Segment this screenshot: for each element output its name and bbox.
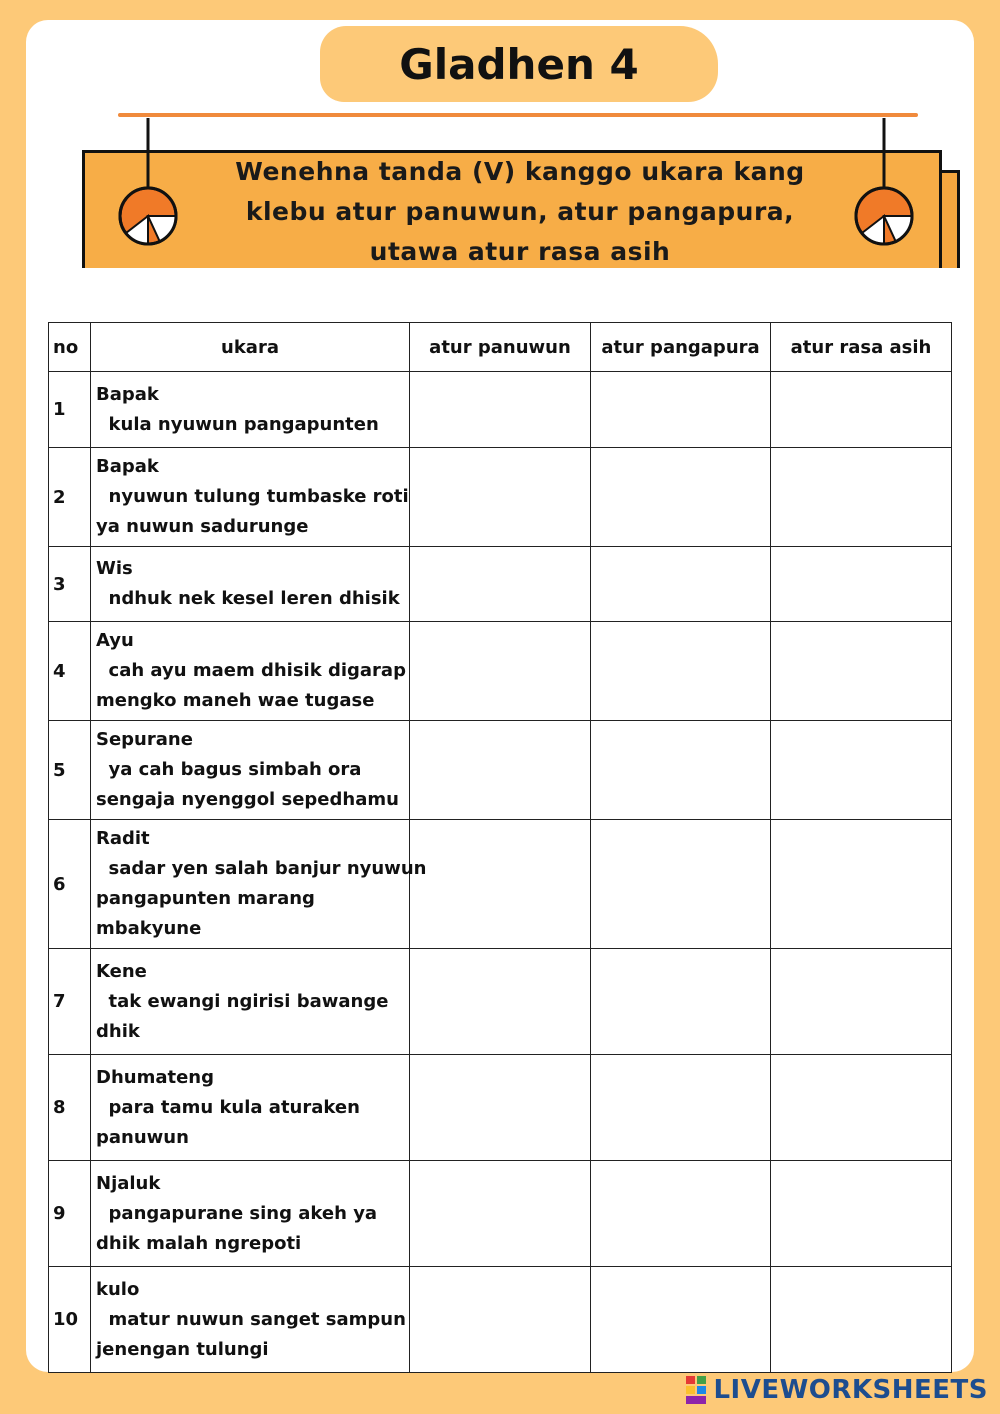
sentence-cell bbox=[91, 1267, 410, 1373]
liveworksheets-brand[interactable]: LIVEWORKSHEETS bbox=[713, 1375, 988, 1405]
sentence-line: kula nyuwun pangapunten bbox=[96, 413, 379, 435]
header-atur-pangapura: atur pangapura bbox=[591, 323, 771, 372]
header-atur-panuwun: atur panuwun bbox=[410, 323, 591, 372]
check-atur-pangapura[interactable] bbox=[591, 547, 771, 622]
sentence-line: pangapurane sing akeh ya bbox=[96, 1202, 378, 1224]
sentence-line: dhik bbox=[96, 1020, 140, 1042]
check-atur-panuwun[interactable] bbox=[410, 1161, 591, 1267]
check-atur-pangapura[interactable] bbox=[591, 622, 771, 721]
sentence-line: Dhumateng bbox=[96, 1066, 214, 1088]
table-row bbox=[49, 1267, 952, 1373]
sentence-line: Sepurane bbox=[96, 729, 193, 750]
sentence-line: Ayu bbox=[96, 630, 134, 651]
table-row bbox=[49, 448, 952, 547]
header-ukara: ukara bbox=[91, 323, 410, 372]
sentence-line: Radit bbox=[96, 828, 150, 849]
sentence-line: dhik malah ngrepoti bbox=[96, 1232, 302, 1254]
check-atur-rasa-asih[interactable] bbox=[771, 1267, 952, 1373]
sentence-line: ya nuwun sadurunge bbox=[96, 516, 309, 537]
row-number: 5 bbox=[49, 721, 91, 820]
row-number: 7 bbox=[49, 949, 91, 1055]
check-atur-panuwun[interactable] bbox=[410, 1055, 591, 1161]
check-atur-pangapura[interactable] bbox=[591, 1055, 771, 1161]
sentence-cell bbox=[91, 1161, 410, 1267]
check-atur-pangapura[interactable] bbox=[591, 448, 771, 547]
check-atur-pangapura[interactable] bbox=[591, 372, 771, 448]
title-banner bbox=[320, 26, 718, 102]
sentence-line: panuwun bbox=[96, 1126, 189, 1148]
check-atur-rasa-asih[interactable] bbox=[771, 622, 952, 721]
table-row bbox=[49, 1055, 952, 1161]
header-no: no bbox=[49, 323, 91, 372]
table-row bbox=[49, 372, 952, 448]
row-number: 4 bbox=[49, 622, 91, 721]
instruction-line-2: klebu atur panuwun, atur pangapura, bbox=[245, 197, 795, 226]
sentence-line: Kene bbox=[96, 960, 147, 982]
check-atur-pangapura[interactable] bbox=[591, 949, 771, 1055]
row-number: 6 bbox=[49, 820, 91, 949]
sentence-line: sadar yen salah banjur nyuwun bbox=[96, 858, 427, 879]
sentence-line: Bapak bbox=[96, 383, 159, 405]
check-atur-panuwun[interactable] bbox=[410, 820, 591, 949]
check-atur-panuwun[interactable] bbox=[410, 547, 591, 622]
sentence-line: Bapak bbox=[96, 456, 159, 477]
sentence-line: cah ayu maem dhisik digarap bbox=[96, 660, 406, 681]
table-header-row bbox=[49, 323, 952, 372]
sentence-cell bbox=[91, 1055, 410, 1161]
sentence-line: pangapunten marang mbakyune bbox=[96, 888, 315, 939]
sentence-line: Wis bbox=[96, 558, 133, 579]
sentence-cell bbox=[91, 622, 410, 721]
header-atur-rasa-asih: atur rasa asih bbox=[771, 323, 952, 372]
right-hanger-icon bbox=[848, 118, 918, 258]
liveworksheets-footer bbox=[685, 1372, 988, 1408]
check-atur-rasa-asih[interactable] bbox=[771, 372, 952, 448]
row-number: 2 bbox=[49, 448, 91, 547]
check-atur-rasa-asih[interactable] bbox=[771, 1161, 952, 1267]
sentence-cell bbox=[91, 721, 410, 820]
check-atur-rasa-asih[interactable] bbox=[771, 1055, 952, 1161]
check-atur-pangapura[interactable] bbox=[591, 820, 771, 949]
sentence-cell bbox=[91, 547, 410, 622]
instruction-line-3: utawa atur rasa asih bbox=[369, 237, 671, 266]
check-atur-panuwun[interactable] bbox=[410, 1267, 591, 1373]
table-row bbox=[49, 721, 952, 820]
check-atur-panuwun[interactable] bbox=[410, 949, 591, 1055]
check-atur-panuwun[interactable] bbox=[410, 372, 591, 448]
row-number: 9 bbox=[49, 1161, 91, 1267]
sentence-line: sengaja nyenggol sepedhamu bbox=[96, 789, 399, 810]
check-atur-rasa-asih[interactable] bbox=[771, 721, 952, 820]
sentence-cell bbox=[91, 820, 427, 949]
instruction-text bbox=[190, 152, 850, 272]
sentence-line: mengko maneh wae tugase bbox=[96, 690, 375, 711]
left-hanger-icon bbox=[112, 118, 182, 258]
table-row bbox=[49, 949, 952, 1055]
table-row bbox=[49, 820, 952, 949]
sentence-line: matur nuwun sanget sampun bbox=[96, 1308, 406, 1330]
check-atur-rasa-asih[interactable] bbox=[771, 547, 952, 622]
sentence-cell bbox=[91, 372, 410, 448]
check-atur-pangapura[interactable] bbox=[591, 1161, 771, 1267]
sentence-cell bbox=[91, 949, 410, 1055]
instruction-line-1: Wenehna tanda (V) kanggo ukara kang bbox=[235, 157, 805, 186]
row-number: 10 bbox=[49, 1267, 91, 1373]
sentence-cell bbox=[91, 448, 410, 547]
row-number: 3 bbox=[49, 547, 91, 622]
sentence-line: kulo bbox=[96, 1278, 140, 1300]
check-atur-panuwun[interactable] bbox=[410, 448, 591, 547]
check-atur-pangapura[interactable] bbox=[591, 1267, 771, 1373]
sentence-line: ndhuk nek kesel leren dhisik bbox=[96, 588, 400, 609]
sentence-line: nyuwun tulung tumbaske roti bbox=[96, 486, 409, 507]
table-row bbox=[49, 622, 952, 721]
table-row bbox=[49, 547, 952, 622]
check-atur-panuwun[interactable] bbox=[410, 721, 591, 820]
check-atur-panuwun[interactable] bbox=[410, 622, 591, 721]
page-title: Gladhen 4 bbox=[399, 39, 639, 89]
row-number: 8 bbox=[49, 1055, 91, 1161]
check-atur-rasa-asih[interactable] bbox=[771, 820, 952, 949]
answer-table bbox=[48, 322, 952, 1373]
table-row bbox=[49, 1161, 952, 1267]
check-atur-pangapura[interactable] bbox=[591, 721, 771, 820]
row-number: 1 bbox=[49, 372, 91, 448]
check-atur-rasa-asih[interactable] bbox=[771, 949, 952, 1055]
sentence-line: Njaluk bbox=[96, 1172, 161, 1194]
sentence-line: ya cah bagus simbah ora bbox=[96, 759, 362, 780]
liveworksheets-logo-icon bbox=[685, 1376, 707, 1404]
hanging-rod bbox=[118, 113, 918, 117]
sentence-line: para tamu kula aturaken bbox=[96, 1096, 360, 1118]
check-atur-rasa-asih[interactable] bbox=[771, 448, 952, 547]
sentence-line: tak ewangi ngirisi bawange bbox=[96, 990, 389, 1012]
sentence-line: jenengan tulungi bbox=[96, 1338, 269, 1360]
